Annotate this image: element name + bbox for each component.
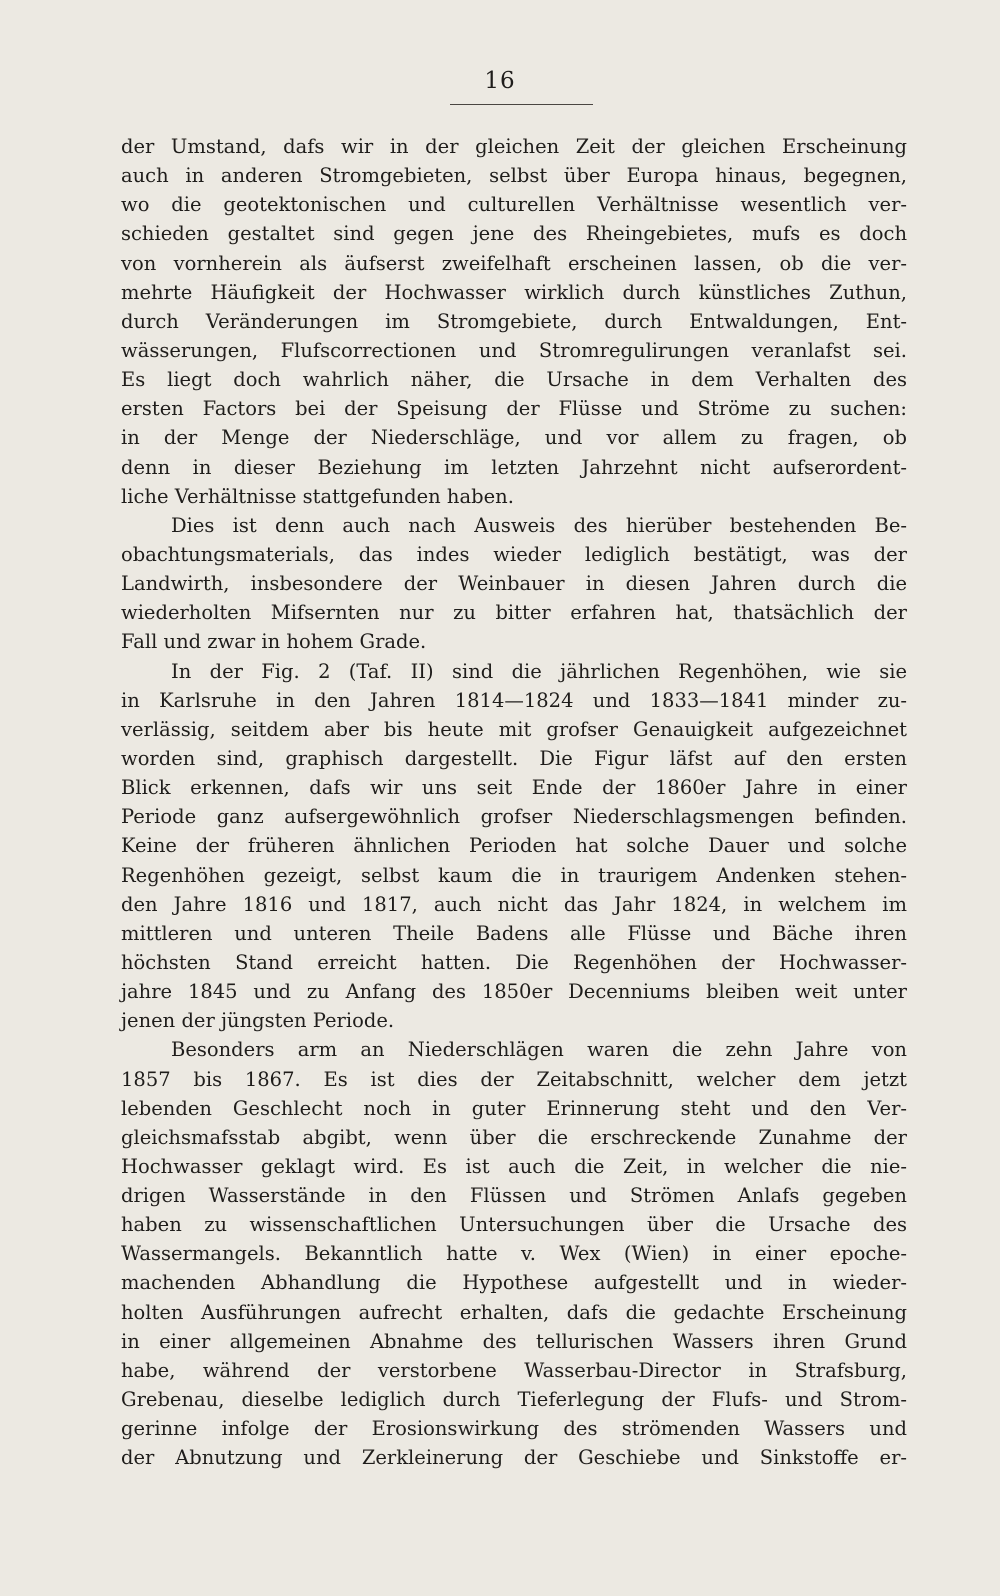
text-line: höchsten Stand erreicht hatten. Die Regenhöhen der Hochwasser- (121, 950, 907, 974)
text-line: Periode ganz aufsergewöhnlich grofser Niederschlagsmengen befinden. (121, 805, 907, 829)
text-line: wiederholten Mifsernten nur zu bitter erfahren hat, thatsächlich der (121, 601, 907, 625)
text-line: lebenden Geschlecht noch in guter Erinnerung steht und den Ver- (121, 1096, 907, 1120)
paragraph-start-line: Dies ist denn auch nach Ausweis des hierüber bestehenden Be- (171, 513, 907, 537)
page-number: 16 (484, 68, 516, 94)
text-line: habe, während der verstorbene Wasserbau-Director in Strafsburg, (121, 1358, 907, 1382)
text-line: Landwirth, insbesondere der Weinbauer in diesen Jahren durch die (121, 572, 907, 596)
text-line: worden sind, graphisch dargestellt. Die Figur läfst auf den ersten (121, 746, 907, 770)
text-line: Hochwasser geklagt wird. Es ist auch die Zeit, in welcher die nie- (121, 1154, 907, 1178)
text-line: Keine der früheren ähnlichen Perioden hat solche Dauer und solche (121, 834, 907, 858)
body-text (121, 132, 907, 1472)
paragraph-end-line: liche Verhältnisse stattgefunden haben. (121, 484, 514, 508)
text-line: obachtungsmaterials, das indes wieder lediglich bestätigt, was der (121, 542, 907, 566)
text-line: wo die geotektonischen und culturellen Verhältnisse wesentlich ver- (121, 193, 907, 217)
text-line: mittleren und unteren Theile Badens alle Flüsse und Bäche ihren (121, 921, 907, 945)
text-line: holten Ausführungen aufrecht erhalten, dafs die gedachte Erscheinung (121, 1300, 907, 1324)
text-line: ersten Factors bei der Speisung der Flüsse und Ströme zu suchen: (121, 397, 907, 421)
paragraph-start-line: In der Fig. 2 (Taf. II) sind die jährlichen Regenhöhen, wie sie (171, 659, 907, 683)
paragraph-end-line: Fall und zwar in hohem Grade. (121, 630, 427, 654)
text-line: gerinne infolge der Erosionswirkung des strömenden Wassers und (121, 1417, 907, 1441)
text-line: denn in dieser Beziehung im letzten Jahrzehnt nicht aufserordent- (121, 455, 907, 479)
text-line: von vornherein als äufserst zweifelhaft erscheinen lassen, ob die ver- (121, 251, 907, 275)
text-line: machenden Abhandlung die Hypothese aufgestellt und in wieder- (121, 1271, 907, 1295)
text-line: in Karlsruhe in den Jahren 1814—1824 und 1833—1841 minder zu- (121, 688, 907, 712)
text-line: wässerungen, Flufscorrectionen und Stromregulirungen veranlafst sei. (121, 338, 907, 362)
text-line: auch in anderen Stromgebieten, selbst über Europa hinaus, begegnen, (121, 164, 907, 188)
text-line: Wassermangels. Bekanntlich hatte v. Wex (Wien) in einer epoche- (121, 1242, 907, 1266)
text-line: in der Menge der Niederschläge, und vor allem zu fragen, ob (121, 426, 907, 450)
paragraph-end-line: jenen der jüngsten Periode. (121, 1009, 395, 1033)
header-rule (450, 104, 593, 105)
text-line: jahre 1845 und zu Anfang des 1850er Decenniums bleiben weit unter (121, 980, 907, 1004)
text-line: Grebenau, dieselbe lediglich durch Tieferlegung der Flufs- und Strom- (121, 1388, 907, 1412)
text-line: schieden gestaltet sind gegen jene des Rheingebietes, mufs es doch (121, 222, 907, 246)
text-line: 1857 bis 1867. Es ist dies der Zeitabschnitt, welcher dem jetzt (121, 1067, 907, 1091)
text-line: gleichsmafsstab abgibt, wenn über die erschreckende Zunahme der (121, 1125, 907, 1149)
text-line: verlässig, seitdem aber bis heute mit grofser Genauigkeit aufgezeichnet (121, 717, 907, 741)
text-line: den Jahre 1816 und 1817, auch nicht das Jahr 1824, in welchem im (121, 892, 907, 916)
text-line: der Abnutzung und Zerkleinerung der Geschiebe und Sinkstoffe er- (121, 1446, 907, 1470)
text-line: drigen Wasserstände in den Flüssen und Strömen Anlafs gegeben (121, 1184, 907, 1208)
text-line: Es liegt doch wahrlich näher, die Ursache in dem Verhalten des (121, 368, 907, 392)
text-line: in einer allgemeinen Abnahme des tellurischen Wassers ihren Grund (121, 1329, 907, 1353)
paragraph-start-line: Besonders arm an Niederschlägen waren die zehn Jahre von (171, 1038, 907, 1062)
text-line: durch Veränderungen im Stromgebiete, durch Entwaldungen, Ent- (121, 309, 907, 333)
text-line: haben zu wissenschaftlichen Untersuchungen über die Ursache des (121, 1213, 907, 1237)
text-line: Regenhöhen gezeigt, selbst kaum die in traurigem Andenken stehen- (121, 863, 907, 887)
text-line: mehrte Häufigkeit der Hochwasser wirklich durch künstliches Zuthun, (121, 280, 907, 304)
text-line: der Umstand, dafs wir in der gleichen Zeit der gleichen Erscheinung (121, 135, 907, 158)
text-line: Blick erkennen, dafs wir uns seit Ende der 1860er Jahre in einer (121, 776, 907, 800)
